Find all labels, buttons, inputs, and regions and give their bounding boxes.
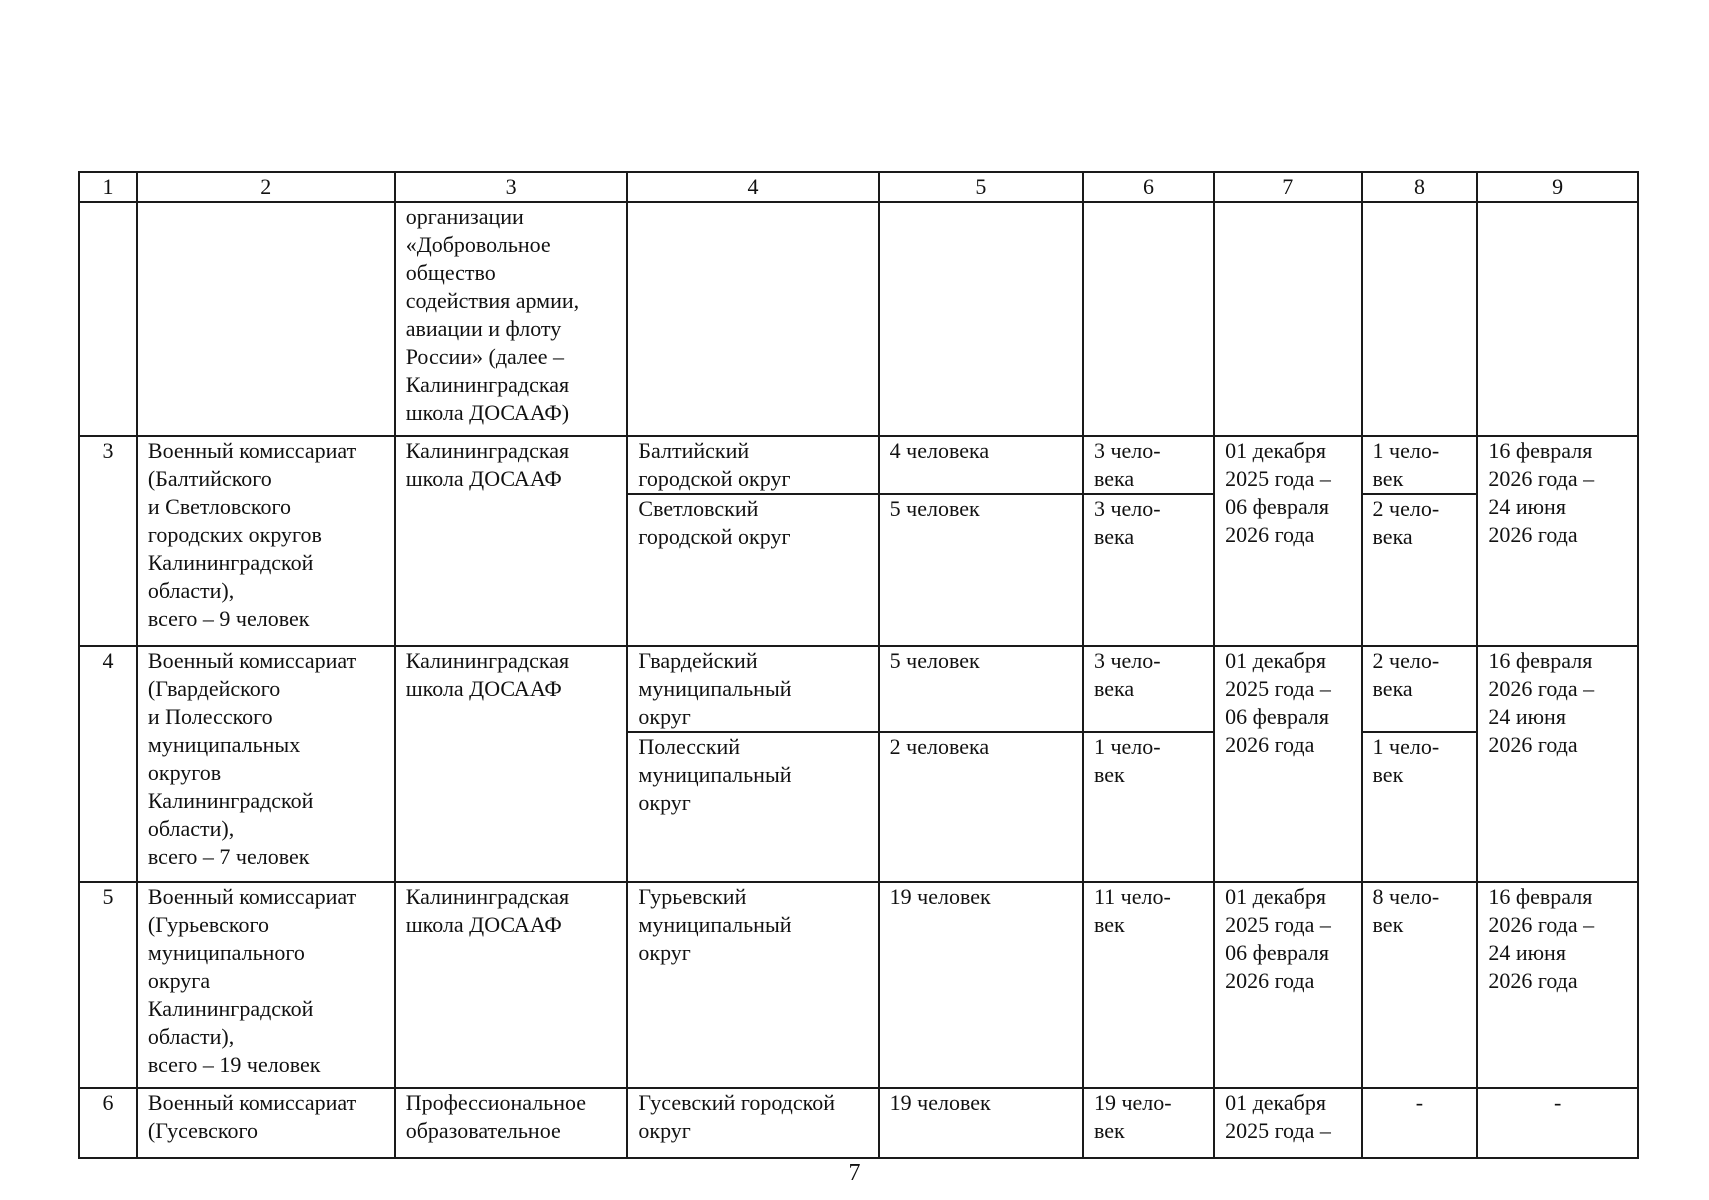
district-col8-cell: 2 чело- века	[1372, 648, 1440, 701]
commissariat-cell: Военный комиссариат (Балтийского и Светловского городских округов Калининградской области), всего – 9 человек	[147, 438, 357, 631]
organization-cell: организации «Добровольное общество содействия армии, авиации и флоту России» (далее – Калининградская школа ДОСААФ)	[405, 204, 580, 425]
district-col6-cell: 3 чело- века	[1093, 648, 1161, 701]
organization-cell: Калининградская школа ДОСААФ	[405, 648, 570, 701]
district-count-cell: 5 человек	[889, 648, 980, 673]
district-count-cell: 19 человек	[889, 1090, 991, 1115]
period-cell: -	[1554, 1090, 1562, 1115]
commissariat-cell: Военный комиссариат (Гвардейского и Полесского муниципальных округов Калининградской области), всего – 7 человек	[147, 648, 357, 869]
column-header: 9	[1477, 172, 1638, 202]
district-col6-cell: 3 чело- века	[1093, 496, 1161, 549]
table-row	[79, 436, 1638, 494]
district-col8-cell: 1 чело- век	[1372, 734, 1440, 787]
row-number: 3	[79, 436, 137, 646]
column-header: 7	[1214, 172, 1361, 202]
district-col8-cell: 1 чело- век	[1372, 438, 1440, 491]
period-cell: 01 декабря 2025 года – 06 февраля 2026 года	[1225, 438, 1331, 547]
allocation-table	[78, 171, 1639, 1159]
period-cell: 16 февраля 2026 года – 24 июня 2026 года	[1488, 438, 1595, 547]
column-header: 1	[79, 172, 137, 202]
district-count-cell: 4 человека	[889, 438, 990, 463]
district-cell: Полесский муниципальный округ	[638, 734, 792, 815]
district-count-cell: 19 человек	[889, 884, 991, 909]
period-cell: 16 февраля 2026 года – 24 июня 2026 года	[1488, 884, 1595, 993]
table-row	[79, 1088, 1638, 1158]
period-cell: 01 декабря 2025 года –	[1225, 1090, 1331, 1143]
district-col6-cell: 19 чело- век	[1093, 1090, 1172, 1143]
continuation-row	[79, 202, 1638, 436]
district-cell: Гурьевский муниципальный округ	[638, 884, 792, 965]
column-header: 5	[879, 172, 1083, 202]
district-count-cell: 2 человека	[889, 734, 990, 759]
district-col8-cell: 2 чело- века	[1372, 496, 1440, 549]
row-number: 5	[79, 882, 137, 1088]
district-col6-cell: 1 чело- век	[1093, 734, 1161, 787]
column-header: 6	[1083, 172, 1214, 202]
organization-cell: Профессиональное образовательное	[405, 1090, 587, 1143]
commissariat-cell: Военный комиссариат (Гурьевского муниципального округа Калининградской области), всего – 19 человек	[147, 884, 357, 1077]
column-header: 8	[1362, 172, 1478, 202]
row-number: 4	[79, 646, 137, 882]
column-header: 4	[627, 172, 878, 202]
organization-cell: Калининградская школа ДОСААФ	[405, 884, 570, 937]
district-col8-cell: 8 чело- век	[1372, 884, 1440, 937]
district-cell: Гусевский городской округ	[638, 1090, 835, 1143]
district-cell: Светловский городской округ	[638, 496, 791, 549]
page-number: 7	[848, 1160, 861, 1186]
period-cell: 16 февраля 2026 года – 24 июня 2026 года	[1488, 648, 1595, 757]
district-cell: Балтийский городской округ	[638, 438, 791, 491]
period-cell: 01 декабря 2025 года – 06 февраля 2026 года	[1225, 884, 1331, 993]
column-header: 3	[395, 172, 628, 202]
column-number-row	[79, 172, 1638, 202]
district-count-cell: 5 человек	[889, 496, 980, 521]
period-cell: 01 декабря 2025 года – 06 февраля 2026 года	[1225, 648, 1331, 757]
district-col8-cell: -	[1415, 1090, 1424, 1115]
district-col6-cell: 11 чело- век	[1093, 884, 1171, 937]
organization-cell: Калининградская школа ДОСААФ	[405, 438, 570, 491]
district-cell: Гвардейский муниципальный округ	[638, 648, 792, 729]
column-header: 2	[137, 172, 395, 202]
district-col6-cell: 3 чело- века	[1093, 438, 1161, 491]
commissariat-cell: Военный комиссариат (Гусевского	[147, 1090, 357, 1143]
table-row	[79, 646, 1638, 732]
table-row	[79, 882, 1638, 1088]
row-number: 6	[79, 1088, 137, 1158]
